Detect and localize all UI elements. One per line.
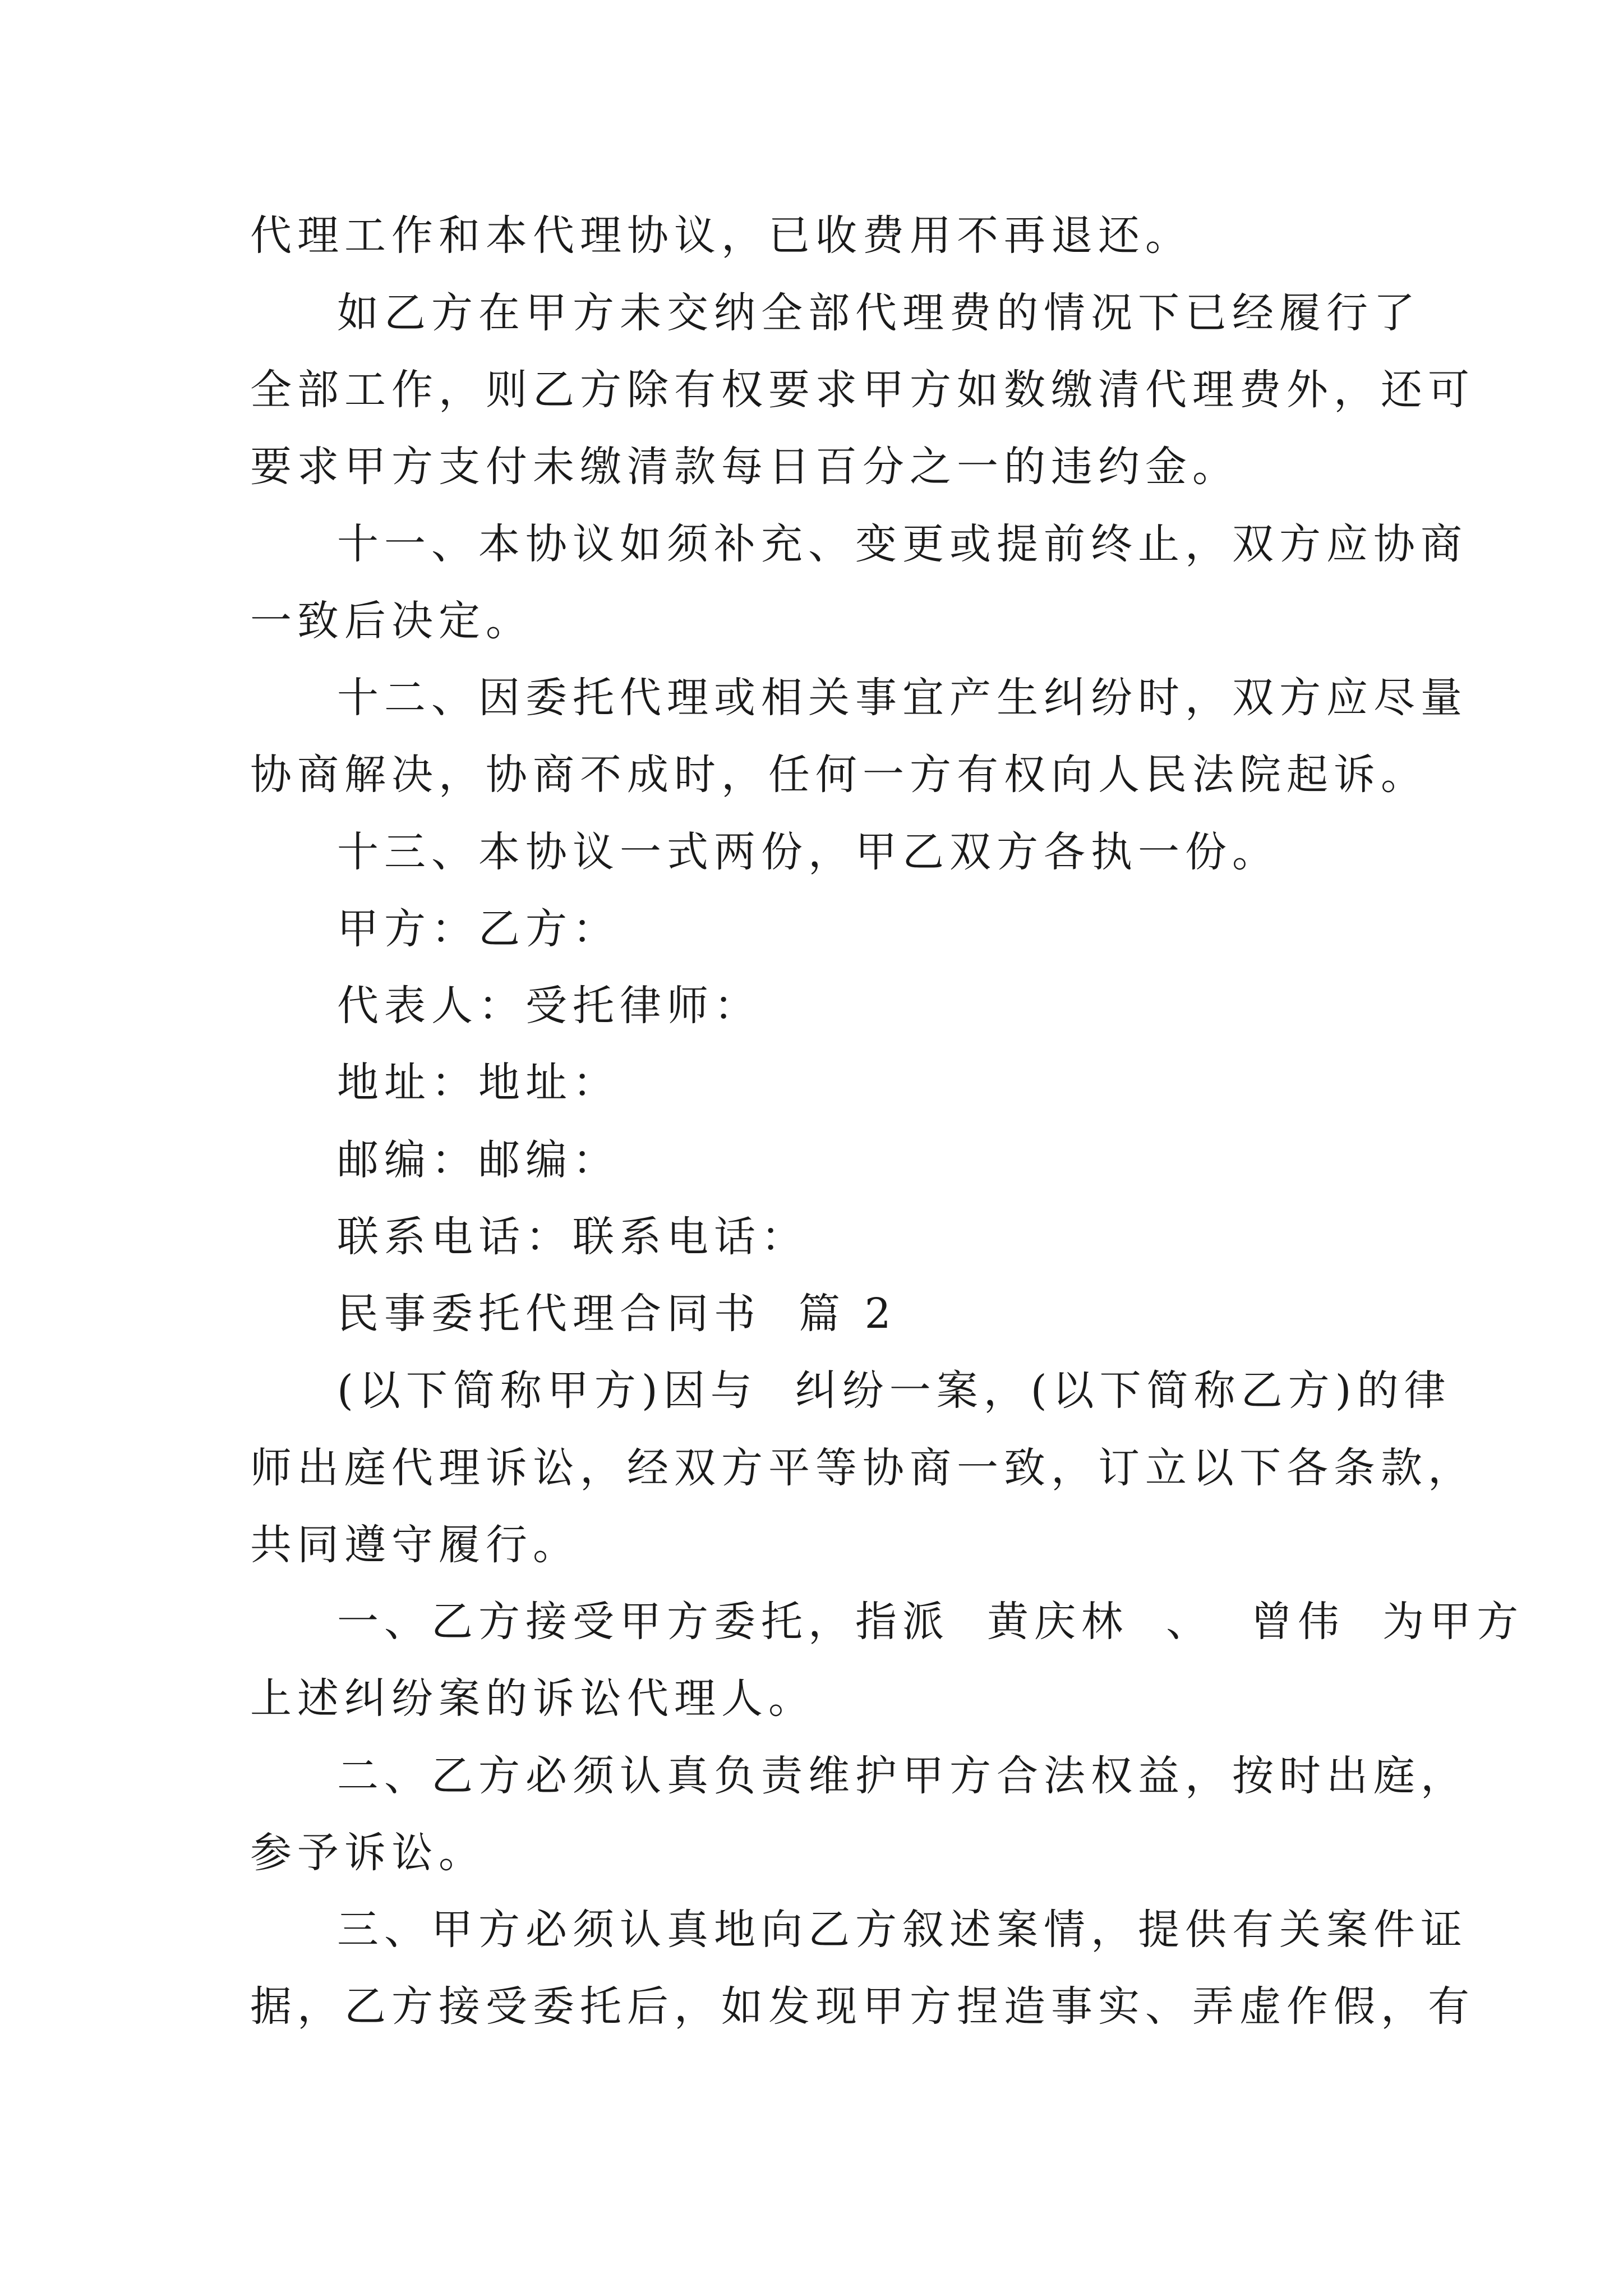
paragraph-line: 二、乙方必须认真负责维护甲方合法权益，按时出庭， bbox=[337, 1752, 1468, 1800]
paragraph-line: 上述纠纷案的诉讼代理人。 bbox=[250, 1674, 815, 1723]
paragraph-line: 要求甲方支付未缴清款每日百分之一的违约金。 bbox=[250, 443, 1239, 491]
paragraph-line: 一致后决定。 bbox=[250, 597, 533, 645]
paragraph-line: 十三、本协议一式两份，甲乙双方各执一份。 bbox=[337, 828, 1279, 876]
paragraph-line: 共同遵守履行。 bbox=[250, 1521, 580, 1569]
paragraph-line: 协商解决，协商不成时，任何一方有权向人民法院起诉。 bbox=[250, 751, 1428, 799]
paragraph-line: 据，乙方接受委托后，如发现甲方捏造事实、弄虚作假，有 bbox=[250, 1982, 1475, 2031]
signature-field-line: 代表人：受托律师： bbox=[337, 982, 761, 1030]
signature-field-line: 地址：地址： bbox=[337, 1059, 620, 1107]
paragraph-line: 十二、因委托代理或相关事宜产生纠纷时，双方应尽量 bbox=[337, 674, 1468, 722]
section-heading: 民事委托代理合同书 篇 2 bbox=[337, 1290, 897, 1338]
paragraph-line: (以下简称甲方)因与 纠纷一案，(以下简称乙方)的律 bbox=[337, 1366, 1451, 1415]
paragraph-line: 参予诉讼。 bbox=[250, 1829, 486, 1877]
paragraph-line: 十一、本协议如须补充、变更或提前终止，双方应协商 bbox=[337, 520, 1468, 568]
paragraph-line: 如乙方在甲方未交纳全部代理费的情况下已经履行了 bbox=[337, 289, 1421, 337]
paragraph-line: 三、甲方必须认真地向乙方叙述案情，提供有关案件证 bbox=[337, 1906, 1468, 1954]
paragraph-line: 代理工作和本代理协议，已收费用不再退还。 bbox=[250, 211, 1192, 260]
paragraph-line: 师出庭代理诉讼，经双方平等协商一致，订立以下各条款， bbox=[250, 1444, 1475, 1492]
signature-field-line: 甲方：乙方： bbox=[337, 905, 620, 953]
signature-field-line: 邮编：邮编： bbox=[337, 1136, 620, 1184]
paragraph-line: 全部工作，则乙方除有权要求甲方如数缴清代理费外，还可 bbox=[250, 366, 1475, 414]
signature-field-line: 联系电话：联系电话： bbox=[337, 1213, 808, 1261]
paragraph-line: 一、乙方接受甲方委托，指派 黄庆林 、 曾伟 为甲方 bbox=[337, 1598, 1524, 1646]
